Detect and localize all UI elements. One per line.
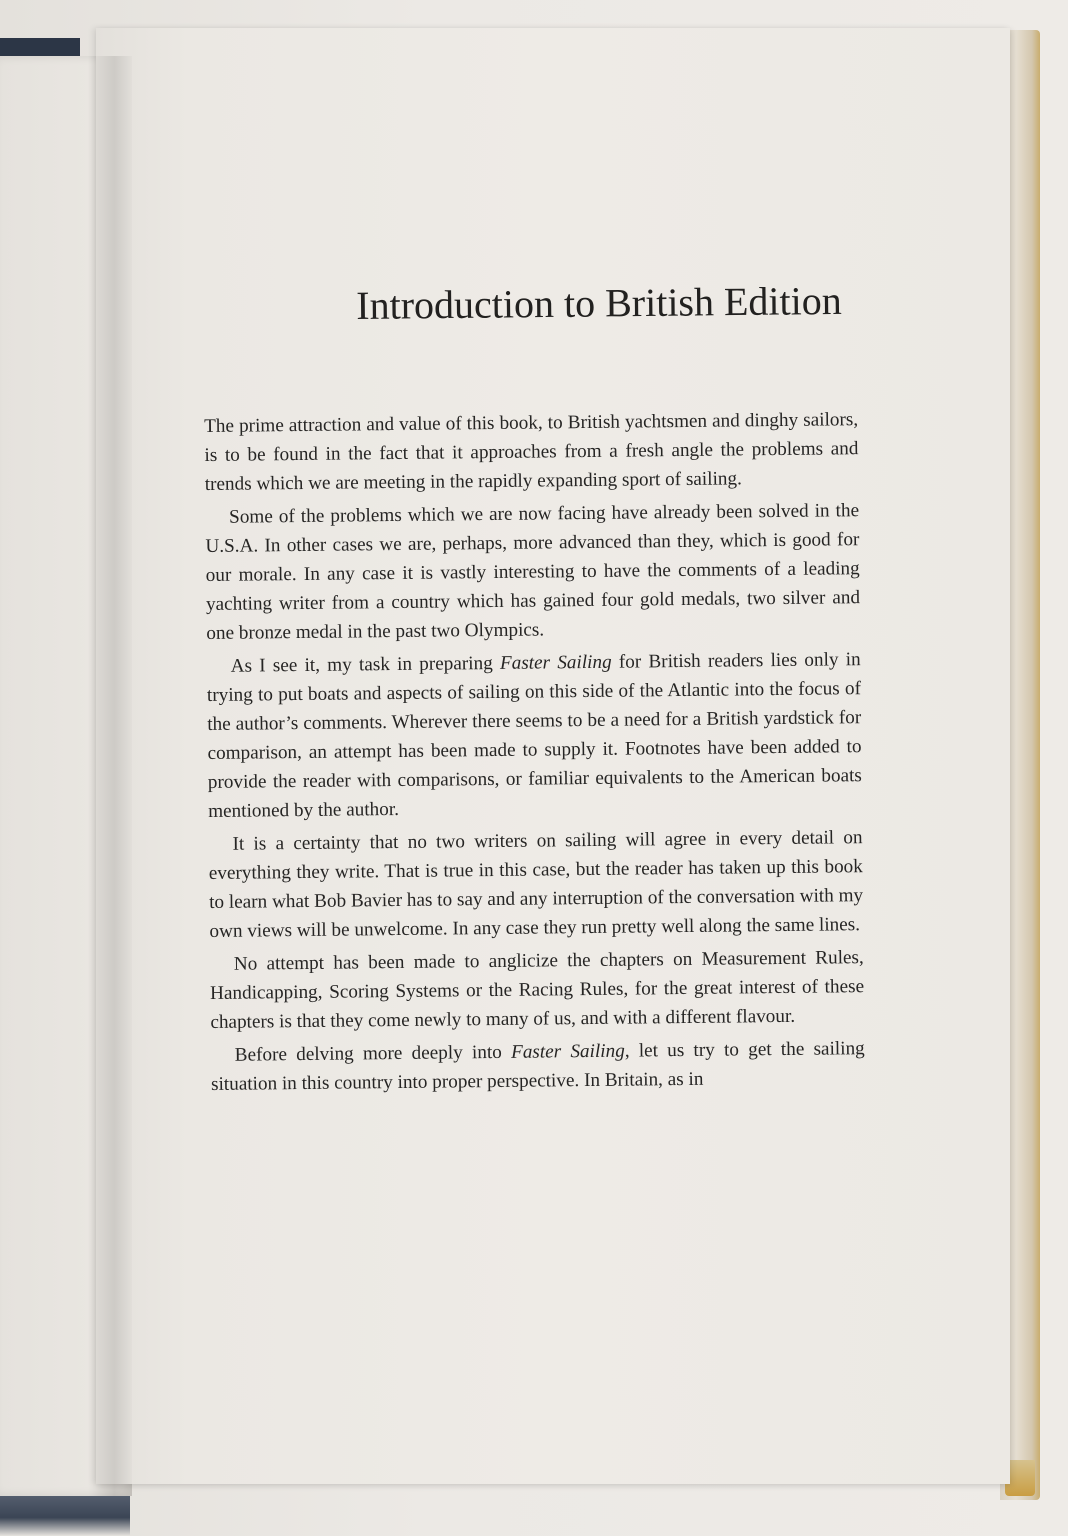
paragraph-text: The prime attraction and value of this book, to British yachtsmen and dinghy sailors, is to be found in the fact that it approaches from a fresh angle the problems and trends which we are meeting in the rapidly expanding sport of sailing. xyxy=(204,409,859,495)
paragraph-1 xyxy=(204,405,859,499)
page-heading: Introduction to British Edition xyxy=(356,277,842,328)
paragraph-2 xyxy=(205,496,860,648)
book-gutter xyxy=(88,56,132,1496)
book-title-italic: Faster Sailing xyxy=(499,651,612,674)
book-title-italic: Faster Sailing xyxy=(510,1040,625,1063)
paragraph-text: Some of the problems which we are now facing have already been solved in the U.S.A. In other cases we are, perhaps, more advanced than they, which is good for our morale. In any case it is vastly interesting to have the comments of a leading yachting writer from a country which has gained four gold medals, two silver and one bronze medal in the past two Olympics. xyxy=(205,500,861,644)
paragraph-text: for British readers lies only in trying to put boats and aspects of sailing on this side of the Atlantic into the focus of the author’s comments. Wherever there seems to be a need for a British yardstick for comparison, an attempt has been made to supply it. Footnotes have been added to provide the reader with comparisons, or familiar equivalents to the American boats mentioned by the author. xyxy=(206,649,862,822)
paragraph-text: Before delving more deeply into xyxy=(234,1041,512,1066)
book-cover-edge-bottom xyxy=(0,1490,130,1536)
paragraph-text: As I see it, my task in preparing xyxy=(230,652,501,677)
body-text xyxy=(204,405,865,1103)
paragraph-4 xyxy=(208,823,863,946)
paragraph-3 xyxy=(207,645,863,826)
paragraph-5 xyxy=(210,943,865,1037)
paragraph-text: No attempt has been made to anglicize the chapters on Measurement Rules, Handicapping, Scoring Systems or the Racing Rules, for the great interest of these chapters is that they come newly to many of us, and with a different flavour. xyxy=(209,947,865,1033)
paragraph-text: It is a certainty that no two writers on sailing will agree in every detail on everything they write. That is true in this case, but the reader has taken up this book to learn what Bob Bavier has to say and any interruption of the conversation with my own views will be unwelcome. In any case they run pretty well along the same lines. xyxy=(208,827,864,942)
paragraph-6 xyxy=(211,1034,866,1099)
paragraph-text: , let us try to get the sailing situation in this country into proper perspective. In Britain, as in xyxy=(210,1038,865,1095)
